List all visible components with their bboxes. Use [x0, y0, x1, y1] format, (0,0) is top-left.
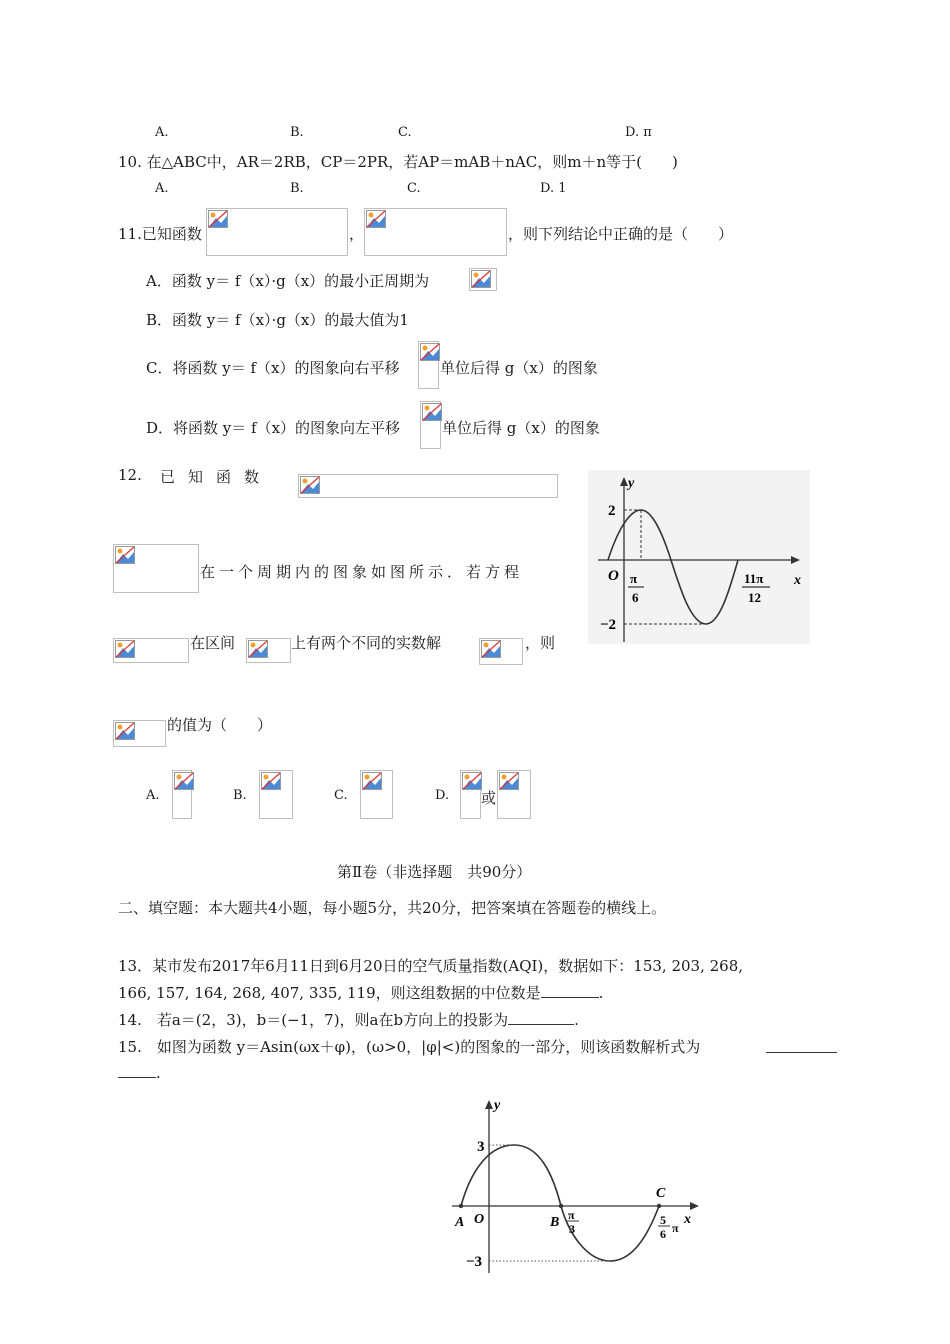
q13-line2-wrap [118, 982, 603, 1003]
q12-option-d-or: 或 [481, 789, 497, 807]
q12-line3b: 上有两个不同的实数解 [291, 634, 442, 652]
q13-line1: 13．某市发布2017年6月11日到6月20日的空气质量指数(AQI)，数据如下：153, 203, 268, [118, 957, 744, 975]
broken-image-icon [362, 772, 382, 790]
q12-option-b-image [259, 770, 293, 819]
c-tick-num: 5 [660, 1213, 666, 1227]
q12-equation-image [113, 638, 189, 663]
broken-image-icon [174, 772, 194, 790]
q12-line3c: ，则 [525, 634, 556, 652]
q15-text: 15. 如图为函数 y＝Asin(ωx＋φ)，(ω>0，|φ|<)的图象的一部分，则该函数解析式为 [118, 1038, 701, 1056]
broken-image-icon [248, 640, 268, 658]
q9-option-b: B. [290, 125, 304, 140]
broken-image-icon [481, 640, 501, 658]
broken-image-icon [471, 270, 491, 288]
q12-option-c: C. [334, 788, 348, 803]
b-tick-den: 3 [569, 1222, 575, 1236]
q12-solutions-image [479, 638, 523, 665]
q9-option-d: D. π [625, 125, 652, 140]
q14-text: 14. 若a＝(2，3)，b＝(−1，7)，则a在b方向上的投影为 [118, 1011, 509, 1029]
q12-option-a-image [172, 770, 192, 819]
q11-option-c-before: C．将函数 y＝ f（x）的图象向右平移 [146, 359, 400, 377]
q12-condition-image [113, 544, 199, 593]
q12-option-b: B. [233, 788, 247, 803]
q11-f-formula-image [206, 208, 348, 256]
q15-end: . [156, 1064, 161, 1082]
y-axis-label: y [494, 1098, 501, 1113]
q12-prefix: 已知函数 [160, 468, 273, 486]
x-axis-arrow [690, 1202, 699, 1210]
q12-line3a: 在区间 [190, 634, 236, 652]
q12-sine-graph [588, 470, 810, 644]
q15-sine-graph [448, 1095, 708, 1275]
tick-11pi-12-num: 11π [744, 571, 764, 586]
q15-line2 [118, 1063, 161, 1082]
broken-image-icon [261, 772, 281, 790]
q10-option-d: D. 1 [540, 181, 567, 196]
sine-curve [461, 1145, 659, 1261]
q14-answer-blank[interactable] [508, 1010, 574, 1025]
c-tick-den: 6 [660, 1227, 666, 1241]
q12-option-d-image1 [460, 770, 481, 819]
q10-stem: 10. 在△ABC中，AR＝2RB，CP＝2PR，若AP＝mAB＋nAC，则m＋n等于( ) [118, 153, 678, 171]
y-max-label: 2 [608, 503, 616, 519]
broken-image-icon [115, 722, 135, 740]
q10-option-a: A. [155, 181, 169, 196]
q10-option-c: C. [407, 181, 421, 196]
y-min-label: −2 [600, 617, 617, 633]
q12-interval-image [246, 638, 291, 663]
q12-line4: 的值为（ ） [167, 716, 273, 734]
q14-end: . [574, 1011, 579, 1029]
q9-option-c: C. [398, 125, 412, 140]
broken-image-icon [366, 210, 386, 228]
q11-option-c-image [418, 341, 439, 389]
q12-option-c-image [360, 770, 393, 819]
x-axis-label: x [794, 573, 801, 588]
broken-image-icon [115, 546, 135, 564]
origin-label: O [474, 1212, 485, 1227]
q11-option-d-before: D．将函数 y＝ f（x）的图象向左平移 [146, 419, 401, 437]
broken-image-icon [462, 772, 482, 790]
y-axis-arrow [485, 1100, 493, 1109]
broken-image-icon [115, 640, 135, 658]
q12-option-d-image2 [497, 770, 531, 819]
broken-image-icon [300, 476, 320, 494]
q11-option-a-image [469, 268, 497, 291]
b-tick-num: π [568, 1208, 575, 1222]
point-a [459, 1204, 463, 1208]
q12-sum-image [113, 720, 166, 747]
q15-answer-blank-2[interactable] [118, 1063, 156, 1078]
q13-answer-blank[interactable] [541, 983, 599, 998]
point-a-label: A [455, 1215, 465, 1230]
q13-end: . [598, 984, 604, 1002]
point-c-label: C [656, 1186, 666, 1201]
q11-option-b: B．函数 y＝ f（x）·g（x）的最大值为1 [146, 311, 409, 329]
broken-image-icon [499, 772, 519, 790]
q13-line2: 166, 157, 164, 268, 407, 335, 119，则这组数据的中位数是 [118, 984, 541, 1002]
y-min-label: −3 [466, 1254, 483, 1270]
q11-option-d-image [420, 401, 441, 449]
q11-option-a: A．函数 y＝ f（x）·g（x）的最小正周期为 [146, 272, 430, 290]
origin-label: O [608, 568, 619, 584]
q11-g-formula-image [364, 208, 507, 256]
q11-option-c-after: 单位后得 g（x）的图象 [440, 359, 598, 377]
section2-instruction: 二、填空题：本大题共4小题，每小题5分，共20分，把答案填在答题卷的横线上。 [118, 899, 667, 917]
broken-image-icon [208, 210, 228, 228]
q11-option-d-after: 单位后得 g（x）的图象 [442, 419, 600, 437]
graph-background [588, 470, 810, 644]
broken-image-icon [422, 403, 442, 421]
q14-wrap [118, 1009, 579, 1030]
y-axis-label: y [628, 476, 635, 491]
q15-answer-blank-1[interactable] [766, 1038, 837, 1053]
q12-number: 12. [118, 466, 142, 484]
q12-option-a: A. [146, 788, 160, 803]
section2-title: 第Ⅱ卷（非选择题 共90分） [337, 863, 532, 881]
q11-suffix: ，则下列结论中正确的是（ ） [508, 225, 734, 243]
q11-comma: ， [349, 225, 365, 243]
q12-option-d: D. [435, 788, 450, 803]
tick-pi-6-den: 6 [632, 590, 639, 605]
x-axis-label: x [684, 1212, 691, 1227]
q10-option-b: B. [290, 181, 304, 196]
tick-11pi-12-den: 12 [748, 590, 761, 605]
q11-prefix: 11.已知函数 [118, 225, 202, 243]
tick-pi-6-num: π [630, 571, 638, 586]
point-c [657, 1204, 661, 1208]
point-b [559, 1204, 563, 1208]
q9-option-a: A. [155, 125, 169, 140]
point-b-label: B [550, 1215, 560, 1230]
q12-line2: 在一个周期内的图象如图所示．若方程 [200, 563, 524, 581]
y-max-label: 3 [477, 1139, 485, 1155]
broken-image-icon [420, 343, 440, 361]
c-tick-pi: π [672, 1221, 679, 1235]
q12-function-image [298, 474, 558, 498]
